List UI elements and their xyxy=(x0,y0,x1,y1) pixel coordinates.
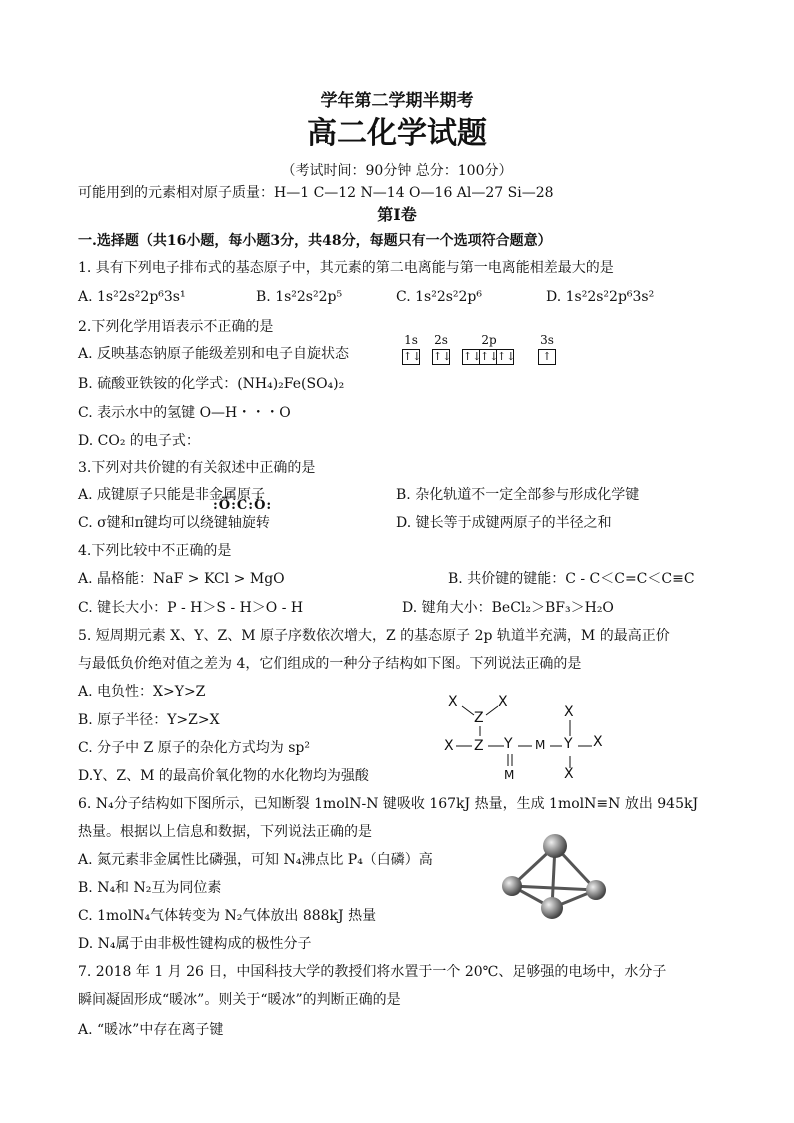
atom-y: Y xyxy=(564,736,573,752)
q2-option-d: D. CO₂ 的电子式： xyxy=(78,433,200,449)
orbital-label-2p: 2p xyxy=(481,333,497,347)
q1-option-d: D. 1s²2s²2p⁶3s² xyxy=(546,289,655,305)
orbital-label-2s: 2s xyxy=(434,333,448,347)
q4-option-a: A. 晶格能：NaF > KCl > MgO xyxy=(78,571,285,587)
n4-tetrahedron-diagram xyxy=(500,830,610,922)
paper-title: 高二化学试题 xyxy=(307,116,487,151)
q3-stem: 3.下列对共价键的有关叙述中正确的是 xyxy=(78,460,316,476)
orbital-box-3s: ↑ xyxy=(538,349,556,365)
q2-option-b: B. 硫酸亚铁铵的化学式：(NH₄)₂Fe(SO₄)₂ xyxy=(78,376,345,392)
atom-z: Z xyxy=(474,710,484,726)
q5-option-b: B. 原子半径：Y>Z>X xyxy=(78,712,220,728)
q5-option-a: A. 电负性：X>Y>Z xyxy=(78,684,206,700)
atom-x: X xyxy=(498,694,508,710)
q4-option-b: B. 共价键的键能：C - C＜C=C＜C≡C xyxy=(448,571,695,587)
q5-option-d: D.Y、Z、M 的最高价氧化物的水化物均为强酸 xyxy=(78,768,369,784)
q6-stem-line2: 热量。根据以上信息和数据，下列说法正确的是 xyxy=(78,824,372,840)
atom-x: X xyxy=(444,738,454,754)
q2-option-c: C. 表示水中的氢键 O—H・・・O xyxy=(78,405,291,421)
q2-stem: 2.下列化学用语表示不正确的是 xyxy=(78,319,274,335)
q6-option-b: B. N₄和 N₂互为同位素 xyxy=(78,880,222,896)
q7-stem-line2: 瞬间凝固形成“暖冰”。则关于“暖冰”的判断正确的是 xyxy=(78,992,401,1008)
q4-option-c: C. 键长大小：P - H＞S - H＞O - H xyxy=(78,600,304,616)
q4-stem: 4.下列比较中不正确的是 xyxy=(78,543,232,559)
molecule-structure-diagram xyxy=(436,688,626,788)
q7-option-a: A. “暖冰”中存在离子键 xyxy=(78,1022,224,1038)
q1-option-b: B. 1s²2s²2p⁵ xyxy=(256,289,343,305)
q7-stem-line1: 7. 2018 年 1 月 26 日，中国科技大学的教授们将水置于一个 20℃、足够强的电场中，水分子 xyxy=(78,964,667,980)
orbital-box-2p-2: ↑↓ xyxy=(480,350,499,363)
orbital-box-1s: ↑↓ xyxy=(403,350,422,363)
atomic-masses: 可能用到的元素相对原子质量：H—1 C—12 N—14 O—16 Al—27 Si—28 xyxy=(78,185,554,201)
volume-heading: 第Ⅰ卷 xyxy=(377,205,417,224)
q1-stem: 1. 具有下列电子排布式的基态原子中，其元素的第二电离能与第一电离能相差最大的是 xyxy=(78,260,614,276)
orbital-box-2s: ↑↓ xyxy=(433,350,452,363)
orbital-label-3s: 3s xyxy=(540,333,554,347)
co2-electron-formula: :Ö:C:Ö: xyxy=(213,498,273,513)
atom-m: M xyxy=(535,738,546,752)
q3-option-a: A. 成键原子只能是非金属原子 xyxy=(78,487,266,503)
atom-x: X xyxy=(564,766,574,782)
atom-x: X xyxy=(593,734,603,750)
q6-option-c: C. 1molN₄气体转变为 N₂气体放出 888kJ 热量 xyxy=(78,908,377,924)
orbital-box-2p-3: ↑↓ xyxy=(497,350,516,363)
q6-option-a: A. 氮元素非金属性比磷强，可知 N₄沸点比 P₄（白磷）高 xyxy=(78,852,433,868)
orbital-label-1s: 1s xyxy=(404,333,418,347)
atom-m: M xyxy=(504,768,515,782)
q2-option-a: A. 反映基态钠原子能级差别和电子自旋状态 xyxy=(78,346,350,362)
atom-x: X xyxy=(448,694,458,710)
atom-x: X xyxy=(564,704,574,720)
q5-stem-line1: 5. 短周期元素 X、Y、Z、M 原子序数依次增大，Z 的基态原子 2p 轨道半充满，M 的最高正价 xyxy=(78,628,670,644)
q6-stem-line1: 6. N₄分子结构如下图所示，已知断裂 1molN-N 键吸收 167kJ 热量，生成 1molN≡N 放出 945kJ xyxy=(78,796,699,812)
exam-title: 学年第二学期半期考 xyxy=(320,91,474,111)
atom-z: Z xyxy=(474,738,484,754)
orbital-box-2p-1: ↑↓ xyxy=(463,350,482,363)
q4-option-d: D. 键角大小：BeCl₂＞BF₃＞H₂O xyxy=(402,600,614,616)
q3-option-d: D. 键长等于成键两原子的半径之和 xyxy=(396,515,612,531)
exam-info: （考试时间：90分钟 总分：100分） xyxy=(281,163,513,179)
atom-y: Y xyxy=(504,736,513,752)
q5-stem-line2: 与最低负价绝对值之差为 4，它们组成的一种分子结构如下图。下列说法正确的是 xyxy=(78,656,582,672)
q3-option-b: B. 杂化轨道不一定全部参与形成化学键 xyxy=(396,487,640,503)
q3-option-c: C. σ键和π键均可以绕键轴旋转 xyxy=(78,515,270,531)
q5-option-c: C. 分子中 Z 原子的杂化方式均为 sp² xyxy=(78,740,310,756)
q1-option-a: A. 1s²2s²2p⁶3s¹ xyxy=(78,289,186,305)
q1-option-c: C. 1s²2s²2p⁶ xyxy=(396,289,483,305)
q6-option-d: D. N₄属于由非极性键构成的极性分子 xyxy=(78,936,312,952)
section-heading: 一.选择题（共16小题，每小题3分，共48分，每题只有一个选项符合题意） xyxy=(78,233,552,249)
